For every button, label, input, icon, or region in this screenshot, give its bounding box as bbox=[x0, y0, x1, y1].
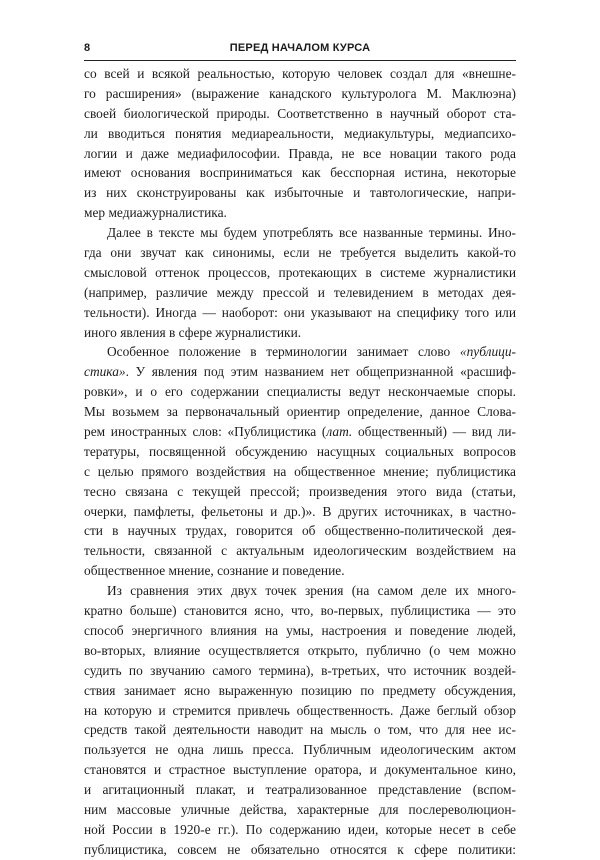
text-line bbox=[84, 462, 516, 482]
text-line: во-вторых, влияние осуществляется открыто, публично (о чем можно bbox=[84, 642, 516, 658]
text-line: Из сравнения этих двух точек зрения (на самом деле их много- bbox=[107, 583, 516, 599]
text-line: публицистика, совсем не обязательно относятся к сфере политики: bbox=[84, 841, 516, 857]
text-line: кратно больше) становится ясно, что, во-первых, публицистика — это bbox=[84, 603, 516, 619]
italic-term: лат. bbox=[326, 424, 353, 440]
text-line: из них сконструированы как избыточные и тавтологические, напри- bbox=[84, 185, 516, 201]
running-head bbox=[84, 41, 516, 57]
text-line: го расширения» (выражение канадского культуролога М. Маклюэна) bbox=[84, 85, 516, 101]
text-line: смысловой оттенок процессов, протекающих в системе журналистики bbox=[84, 264, 516, 280]
text-line bbox=[84, 342, 516, 362]
text-line: со всей и всякой реальностью, которую человек создал для «внешне- bbox=[84, 66, 516, 81]
text-line: имеют основания восприниматься как бесспорная истина, некоторые bbox=[84, 165, 516, 181]
text-line bbox=[84, 502, 516, 522]
text-line: ной России в 1920-е гг.). По содержанию идеи, которые несет в себе bbox=[84, 821, 516, 837]
text-line bbox=[84, 482, 516, 502]
paragraph-4 bbox=[84, 581, 516, 859]
text-line bbox=[84, 362, 516, 382]
text-line: пользуется не одна лишь пресса. Публичным идеологическим актом bbox=[84, 742, 516, 758]
text-line: Далее в тексте мы будем употреблять все названные термины. Ино- bbox=[107, 225, 516, 241]
text-line: ним массовые уличные действа, характерные для послереволюцион- bbox=[84, 801, 516, 817]
text-line: мер медиажурналистика. bbox=[84, 205, 227, 221]
text-run: Мы возьмем за первоначальный ориентир определение, данное Слова- bbox=[84, 404, 516, 420]
paragraph-2 bbox=[84, 223, 516, 342]
text-line bbox=[84, 382, 516, 402]
body-text bbox=[84, 64, 516, 860]
text-line bbox=[84, 402, 516, 422]
text-run: тесно связана с текущей прессой; произведения этого вида (статьи, bbox=[84, 483, 516, 499]
text-line bbox=[84, 442, 516, 462]
header-rule bbox=[84, 60, 516, 61]
running-title: ПЕРЕД НАЧАЛОМ КУРСА bbox=[229, 42, 371, 54]
text-line: ли вводиться понятия медиареальности, медиакультуры, медиапсихо- bbox=[84, 125, 516, 141]
text-line: становятся и страстное выступление оратора, и документальное кино, bbox=[84, 762, 516, 778]
text-run: рем иностранных слов: «Публицистика ( bbox=[84, 424, 327, 440]
page-number: 8 bbox=[84, 42, 91, 54]
text-line: логии и даже медиафилософии. Правда, не все новации такого рода bbox=[84, 145, 516, 161]
text-line: тельности). Иногда — наоборот: они указывают на специфику того или bbox=[84, 304, 516, 320]
text-line bbox=[84, 521, 516, 541]
text-line: судить по звучанию самого термина), в-третьих, что источник воздей- bbox=[84, 662, 516, 678]
paragraph-3 bbox=[84, 342, 516, 581]
text-run: общественный) — вид ли- bbox=[352, 424, 516, 440]
text-run: . У явления под этим названием нет общепризнанной «расшиф- bbox=[125, 364, 516, 380]
text-run: сти в научных трудах, говорится об общественно-политической дея- bbox=[84, 523, 516, 539]
text-line: средств такой деятельности наводит на мысль о том, что для нее ис- bbox=[84, 722, 516, 738]
text-line: и агитационный плакат, и театрализованное представление (вспом- bbox=[84, 782, 516, 798]
text-run: тературы, посвященной обсуждению насущных социальных вопросов bbox=[84, 443, 516, 459]
text-line: иного явления в сфере журналистики. bbox=[84, 324, 302, 340]
italic-term: «публици- bbox=[459, 344, 516, 360]
text-run: ровки», и о его содержании специалисты ведут нескончаемые споры. bbox=[84, 384, 516, 400]
text-line: гда они звучат как синонимы, если не требуется выделить какой-то bbox=[84, 245, 516, 261]
text-line: своей биологической природы. Соответственно в научный оборот ста- bbox=[84, 105, 516, 121]
paragraph-1 bbox=[84, 64, 516, 223]
text-line: ствия занимает ясно выраженную позицию по предмету обсуждения, bbox=[84, 682, 516, 698]
text-run: Особенное положение в терминологии занимает слово bbox=[107, 344, 460, 360]
italic-term: стика» bbox=[84, 364, 126, 380]
text-run: тельности, связанной с актуальным идеологическим воздействием на bbox=[84, 543, 516, 559]
text-line: (например, различие между прессой и телевидением в методах дея- bbox=[84, 284, 516, 300]
text-line: на которую и стремится привлечь общественность. Даже беглый обзор bbox=[84, 702, 516, 718]
text-line: способ энергичного влияния на умы, настроения и поведение людей, bbox=[84, 622, 516, 638]
text-run: очерки, памфлеты, фельетоны и др.)». В других источниках, в частно- bbox=[84, 503, 516, 519]
text-line bbox=[84, 422, 516, 442]
text-run: общественное мнение, сознание и поведение. bbox=[84, 563, 345, 579]
text-line bbox=[84, 561, 516, 581]
text-line bbox=[84, 541, 516, 561]
text-run: с целью прямого воздействия на общественное мнение; публицистика bbox=[84, 463, 516, 479]
